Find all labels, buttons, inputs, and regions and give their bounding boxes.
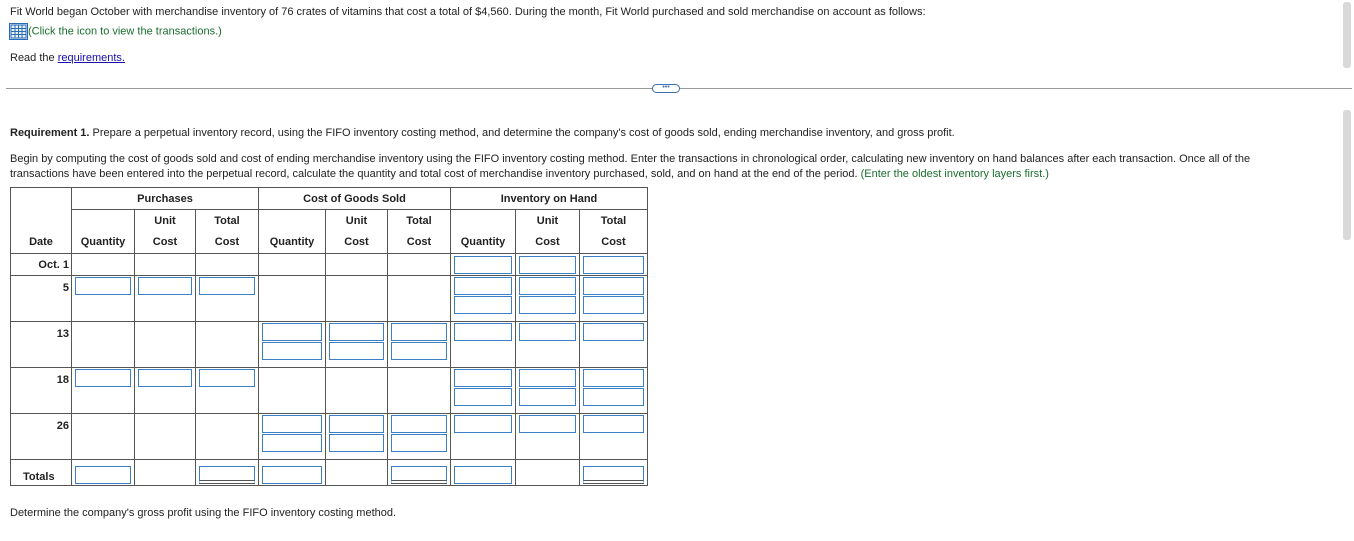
date-header: Date: [11, 232, 72, 254]
requirements-link[interactable]: requirements.: [57, 52, 125, 64]
cost-header: Cost: [516, 232, 580, 254]
read-prefix: Read the: [10, 52, 58, 64]
cost-header: Cost: [580, 232, 648, 254]
inventory-total-cost-input[interactable]: [583, 388, 644, 406]
inventory-quantity-input[interactable]: [454, 323, 512, 341]
purchase-unit-cost-input[interactable]: [138, 369, 192, 387]
cost-header: Cost: [135, 232, 196, 254]
total-header: Total: [580, 210, 648, 232]
transactions-link-row[interactable]: [9, 23, 222, 40]
cogs-quantity-input[interactable]: [262, 342, 322, 360]
requirement-heading: [10, 127, 955, 139]
cogs-unit-cost-input[interactable]: [329, 342, 384, 360]
unit-header: Unit: [135, 210, 196, 232]
purchase-unit-cost-input[interactable]: [138, 277, 192, 295]
purchase-total-cost-input[interactable]: [199, 277, 255, 295]
unit-header: Unit: [516, 210, 580, 232]
oldest-layers-hint: (Enter the oldest inventory layers first.): [860, 168, 1049, 180]
requirement-text: Prepare a perpetual inventory record, using the FIFO inventory costing method, and determine the company's cost of goods sold, ending merchandise inventory, and gross profit.: [89, 127, 955, 139]
date-cell: 5: [11, 276, 72, 322]
cost-header: Cost: [326, 232, 388, 254]
inventory-quantity-input[interactable]: [454, 388, 512, 406]
inventory-total-cost-input[interactable]: [583, 415, 644, 433]
corner-cell: [11, 188, 72, 210]
inventory-unit-cost-input[interactable]: [519, 256, 576, 274]
quantity-header: Quantity: [451, 232, 516, 254]
read-requirements-line: [10, 52, 125, 64]
ending-inventory-quantity-input[interactable]: [454, 466, 512, 484]
inventory-total-cost-input[interactable]: [583, 277, 644, 295]
cogs-quantity-input[interactable]: [262, 323, 322, 341]
total-cogs-quantity-input[interactable]: [262, 466, 322, 484]
total-purchase-quantity-input[interactable]: [75, 466, 131, 484]
inventory-unit-cost-input[interactable]: [519, 323, 576, 341]
cogs-total-cost-input[interactable]: [391, 342, 447, 360]
cogs-total-cost-input[interactable]: [391, 415, 447, 433]
bottom-scrollbar[interactable]: [1343, 110, 1351, 240]
instructions-line2: [10, 168, 1049, 180]
cost-header: Cost: [388, 232, 451, 254]
cogs-quantity-input[interactable]: [262, 415, 322, 433]
date-cell: 18: [11, 368, 72, 414]
top-scrollbar[interactable]: [1343, 2, 1351, 68]
purchase-quantity-input[interactable]: [75, 277, 131, 295]
ending-inventory-cost-input[interactable]: [583, 466, 644, 484]
total-purchase-cost-input[interactable]: [199, 466, 255, 484]
cogs-quantity-input[interactable]: [262, 434, 322, 452]
date-cell: Oct. 1: [11, 254, 72, 276]
inventory-unit-cost-input[interactable]: [519, 415, 576, 433]
header-purchases: Purchases: [72, 188, 259, 210]
totals-label: Totals: [11, 460, 72, 486]
inventory-unit-cost-input[interactable]: [519, 369, 576, 387]
header-cogs: Cost of Goods Sold: [259, 188, 451, 210]
header-inventory-on-hand: Inventory on Hand: [451, 188, 648, 210]
table-grid-icon[interactable]: [9, 23, 28, 40]
inventory-quantity-input[interactable]: [454, 256, 512, 274]
cost-header: Cost: [196, 232, 259, 254]
total-header: Total: [388, 210, 451, 232]
inventory-unit-cost-input[interactable]: [519, 277, 576, 295]
inventory-quantity-input[interactable]: [454, 296, 512, 314]
date-cell: 26: [11, 414, 72, 460]
quantity-header: Quantity: [259, 232, 326, 254]
cogs-unit-cost-input[interactable]: [329, 323, 384, 341]
inventory-total-cost-input[interactable]: [583, 296, 644, 314]
inventory-total-cost-input[interactable]: [583, 323, 644, 341]
requirement-label: Requirement 1.: [10, 127, 90, 139]
purchase-total-cost-input[interactable]: [199, 369, 255, 387]
inventory-unit-cost-input[interactable]: [519, 296, 576, 314]
intro-text: Fit World began October with merchandise inventory of 76 crates of vitamins that cost a total of $4,560. During the month, Fit World purchased and sold merchandise on account as follows:: [10, 6, 926, 18]
cogs-total-cost-input[interactable]: [391, 323, 447, 341]
cogs-unit-cost-input[interactable]: [329, 434, 384, 452]
inventory-quantity-input[interactable]: [454, 277, 512, 295]
unit-header: Unit: [326, 210, 388, 232]
inventory-quantity-input[interactable]: [454, 415, 512, 433]
inventory-total-cost-input[interactable]: [583, 369, 644, 387]
instructions-line1: Begin by computing the cost of goods sold and cost of ending merchandise inventory using the FIFO inventory costing method. Enter the transactions in chronological order, calculating new inventory on hand balances after each transaction. Once all of the: [10, 153, 1251, 165]
total-cogs-cost-input[interactable]: [391, 466, 447, 484]
expand-dots-button[interactable]: •••: [652, 84, 680, 93]
inventory-unit-cost-input[interactable]: [519, 388, 576, 406]
perpetual-inventory-table: [10, 187, 648, 486]
purchase-quantity-input[interactable]: [75, 369, 131, 387]
date-cell: 13: [11, 322, 72, 368]
gross-profit-instruction: Determine the company's gross profit using the FIFO inventory costing method.: [10, 507, 397, 519]
inventory-total-cost-input[interactable]: [583, 256, 644, 274]
cogs-unit-cost-input[interactable]: [329, 415, 384, 433]
instructions-line2-text: transactions have been entered into the perpetual record, calculate the quantity and total cost of merchandise inventory purchased, sold, and on hand at the end of the period.: [10, 168, 858, 180]
total-header: Total: [196, 210, 259, 232]
cogs-total-cost-input[interactable]: [391, 434, 447, 452]
inventory-quantity-input[interactable]: [454, 369, 512, 387]
quantity-header: Quantity: [72, 232, 135, 254]
transactions-link[interactable]: (Click the icon to view the transactions.): [28, 25, 222, 38]
